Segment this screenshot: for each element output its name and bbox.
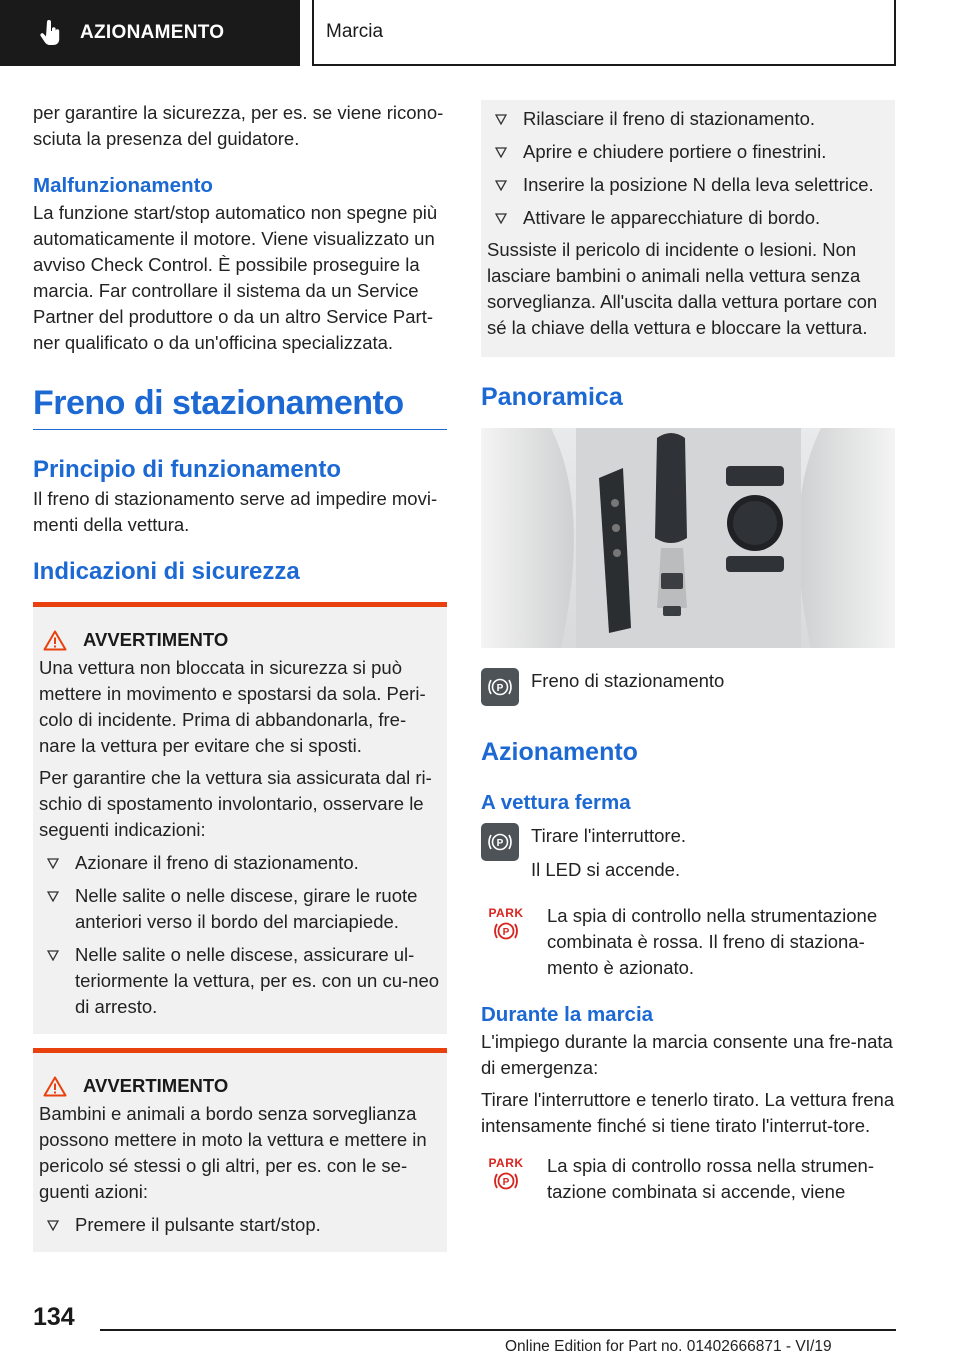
warning-text: Sussiste il pericolo di incidente o lesioni. Non lasciare bambini o animali nella vettura senza sorveglianza. All'uscita dalla vettura portare con sé la chiave della vettura e bloccare la vettura.: [487, 239, 878, 338]
safety-title: Indicazioni di sicurezza: [33, 558, 300, 585]
bullet-triangle-icon: [495, 114, 507, 125]
svg-text:P: P: [502, 927, 510, 938]
warning-text: Per garantire che la vettura sia assicurata dal ri-schio di spostamento involontario, osservare le seguenti indicazioni:: [39, 767, 432, 840]
malfunction-text: La funzione start/stop automatico non spegne più automaticamente il motore. Viene visualizzato un avviso Check Control. È possibile proseguire la marcia. Far controllare il sistema da un Service Partner del produttore o da un altro Service Part-ner qualificato o da un'officina specializzata.: [33, 202, 438, 353]
warning-list: [39, 1212, 441, 1238]
stopped-title: A vettura ferma: [481, 791, 631, 814]
bullet-triangle-icon: [495, 180, 507, 191]
bullet-triangle-icon: [495, 213, 507, 224]
parking-brake-button-icon: [481, 823, 519, 861]
warning-list: [39, 850, 441, 1020]
bullet-triangle-icon: [47, 1220, 59, 1231]
center-console-image: [481, 428, 895, 648]
warning-triangle-icon: [43, 630, 67, 651]
left-column: [33, 100, 447, 1252]
operation-title: Azionamento: [481, 738, 638, 766]
caption-row: [481, 668, 895, 706]
svg-text:P: P: [496, 838, 504, 849]
list-item: Nelle salite o nelle discese, assicurare ul-teriormente la vettura, per es. con un cu-neo di arresto.: [39, 942, 441, 1020]
list-item: Azionare il freno di stazionamento.: [39, 850, 441, 876]
intro-text: per garantire la sicurezza, per es. se viene ricono-sciuta la presenza del guidatore.: [33, 102, 444, 149]
warning-header: [39, 629, 441, 651]
chapter-header: [312, 0, 896, 66]
svg-text:P: P: [496, 683, 504, 694]
list-item: Attivare le apparecchiature di bordo.: [487, 205, 887, 231]
warning-text: Bambini e animali a bordo senza sorveglianza possono mettere in moto la vettura e mettere in pericolo sé stessi o gli altri, per es. con le se-guenti azioni:: [39, 1103, 427, 1202]
step-text: Il LED si accende.: [531, 859, 681, 880]
edition-text: Online Edition for Part no. 01402666871 - VI/19: [505, 1338, 832, 1355]
warning-box-2: [33, 1048, 447, 1252]
svg-text:P: P: [502, 1177, 510, 1188]
lamp-row: [481, 1153, 895, 1205]
warning-box-1: [33, 602, 447, 1034]
lamp-text: La spia di controllo rossa nella strumen-tazione combinata si accende, viene: [547, 1155, 874, 1202]
list-item: Nelle salite o nelle discese, girare le ruote anteriori verso il bordo del marciapiede.: [39, 883, 441, 935]
park-lamp-icon: PARK P: [488, 1156, 524, 1188]
driving-text: L'impiego durante la marcia consente una fre-nata di emergenza:: [481, 1031, 893, 1078]
malfunction-title: Malfunzionamento: [33, 174, 213, 197]
footer-divider: [100, 1329, 896, 1331]
principle-title: Principio di funzionamento: [33, 456, 341, 483]
chapter-title: Freno di stazionamento: [33, 384, 447, 430]
list-item: Inserire la posizione N della leva selettrice.: [487, 172, 887, 198]
park-lamp-icon: PARK P: [488, 906, 524, 938]
lamp-row: [481, 903, 895, 981]
warning-header: [39, 1075, 441, 1097]
section-tab-label: AZIONAMENTO: [80, 22, 225, 43]
page-number: 134: [33, 1303, 75, 1331]
page-header: [0, 0, 960, 66]
warning-continuation-box: [481, 100, 895, 357]
principle-text: Il freno di stazionamento serve ad impedire movi-menti della vettura.: [33, 488, 438, 535]
bullet-triangle-icon: [47, 858, 59, 869]
right-column: [481, 100, 895, 1205]
step-text: Tirare l'interruttore.: [531, 825, 687, 846]
chapter-label: Marcia: [326, 21, 384, 42]
stopped-row: [481, 823, 895, 883]
list-item: Rilasciare il freno di stazionamento.: [487, 106, 887, 132]
list-item: Premere il pulsante start/stop.: [39, 1212, 441, 1238]
warning-triangle-icon: [43, 1076, 67, 1097]
bullet-triangle-icon: [47, 891, 59, 902]
driving-title: Durante la marcia: [481, 1003, 654, 1026]
lamp-text: La spia di controllo nella strumentazione combinata è rossa. Il freno di staziona-mento è azionato.: [547, 905, 878, 978]
stopped-steps: [531, 823, 686, 883]
warning-label: AVVERTIMENTO: [83, 1075, 229, 1096]
pointing-hand-icon: [40, 20, 62, 46]
parking-brake-button-icon: [481, 668, 519, 706]
warning-text: Una vettura non bloccata in sicurezza si può mettere in movimento e spostarsi da sola. Peri-colo di incidente. Prima di abbandonarla, fre-nare la vettura per evitare che si sposti.: [39, 657, 426, 756]
section-tab[interactable]: [0, 0, 300, 66]
console-photo: [481, 428, 895, 648]
driving-text: Tirare l'interruttore e tenerlo tirato. La vettura frena intensamente finché si tiene tirato l'interrut-tore.: [481, 1089, 895, 1136]
warning-label: AVVERTIMENTO: [83, 629, 229, 650]
bullet-triangle-icon: [47, 950, 59, 961]
photo-caption: Freno di stazionamento: [531, 670, 725, 691]
overview-title: Panoramica: [481, 383, 623, 411]
bullet-triangle-icon: [495, 147, 507, 158]
warning-list: [487, 106, 887, 231]
list-item: Aprire e chiudere portiere o finestrini.: [487, 139, 887, 165]
